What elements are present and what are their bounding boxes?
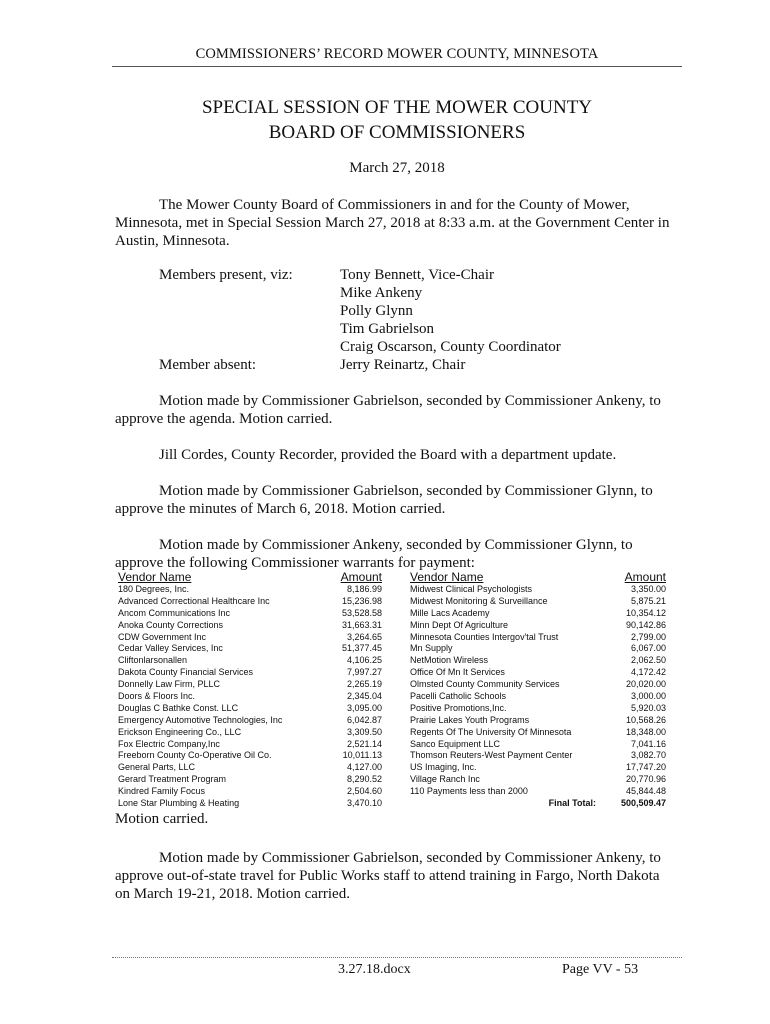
- warrants-carried: Motion carried.: [115, 811, 209, 827]
- final-total-label: Final Total:: [548, 798, 596, 809]
- vendor-name: Emergency Automotive Technologies, Inc: [118, 714, 283, 725]
- warrants-header: [118, 570, 382, 584]
- vendor-amount: 2,504.60: [346, 786, 382, 797]
- warrant-row: [118, 786, 382, 798]
- warrant-row: [118, 739, 382, 751]
- warrant-row: [410, 679, 666, 691]
- vendor-amount: 3,309.50: [346, 726, 382, 737]
- vendor-name: Regents Of The University Of Minnesota: [410, 726, 572, 737]
- warrant-row: [118, 667, 382, 679]
- vendor-amount: 20,020.00: [625, 679, 666, 690]
- vendor-name: Douglas C Bathke Const. LLC: [118, 702, 239, 713]
- vendor-amount: 3,470.10: [346, 798, 382, 809]
- final-total-row: [410, 798, 666, 810]
- vendor-amount: 3,350.00: [630, 584, 666, 594]
- vendor-name: Ancom Communications Inc: [118, 607, 231, 618]
- warrant-row: [118, 679, 382, 691]
- document-title: [112, 95, 682, 145]
- vendor-amount: 53,528.58: [341, 607, 382, 618]
- recorder-update: Jill Cordes, County Recorder, provided the Board with a department update.: [159, 447, 617, 463]
- footer-rule: [112, 957, 682, 958]
- title-line-1: SPECIAL SESSION OF THE MOWER COUNTY: [201, 97, 593, 118]
- vendor-name-header: Vendor Name: [410, 570, 484, 584]
- vendor-amount: 8,186.99: [346, 584, 382, 594]
- vendor-amount: 3,095.00: [346, 702, 382, 713]
- member-absent-label: Member absent:: [159, 357, 257, 373]
- vendor-name: Thomson Reuters-West Payment Center: [410, 750, 573, 761]
- warrant-row: [410, 584, 666, 596]
- vendor-amount: 2,062.50: [630, 655, 666, 666]
- warrant-row: [410, 703, 666, 715]
- vendor-amount: 8,290.52: [346, 774, 382, 785]
- warrant-row: [410, 691, 666, 703]
- warrant-row: [410, 620, 666, 632]
- vendor-name-header: Vendor Name: [118, 570, 192, 584]
- warrant-row: [410, 643, 666, 655]
- member-name: Craig Oscarson, County Coordinator: [340, 339, 561, 355]
- vendor-name: Office Of Mn It Services: [410, 667, 505, 678]
- warrant-row: [118, 691, 382, 703]
- vendor-amount: 6,067.00: [630, 643, 666, 654]
- vendor-amount: 31,663.31: [341, 619, 382, 630]
- warrant-row: [410, 655, 666, 667]
- member-name: Tony Bennett, Vice-Chair: [340, 267, 494, 283]
- member-name: Tim Gabrielson: [340, 321, 435, 337]
- vendor-name: Sanco Equipment LLC: [410, 738, 501, 749]
- vendor-name: Anoka County Corrections: [118, 619, 224, 630]
- vendor-amount: 3,264.65: [346, 631, 382, 642]
- warrant-row: [118, 632, 382, 644]
- warrant-row: [410, 774, 666, 786]
- final-total-amount: 500,509.47: [620, 798, 666, 809]
- travel-motion: Motion made by Commissioner Gabrielson, seconded by Commissioner Ankeny, to approve out-of-state travel for Public Works staff to attend training in Fargo, North Dakota on March 19-21, 2018. Motion carried.: [115, 850, 661, 902]
- vendor-amount: 3,000.00: [630, 691, 666, 702]
- vendor-name: Midwest Monitoring & Surveillance: [410, 595, 548, 606]
- vendor-amount: 10,011.13: [342, 750, 382, 761]
- warrant-row: [118, 762, 382, 774]
- member-name: Mike Ankeny: [340, 285, 423, 301]
- running-header: COMMISSIONERS’ RECORD MOWER COUNTY, MINNESOTA: [195, 46, 599, 62]
- warrant-row: [118, 750, 382, 762]
- warrant-row: [118, 655, 382, 667]
- warrant-row: [118, 584, 382, 596]
- header-rule: [112, 66, 682, 67]
- vendor-name: Advanced Correctional Healthcare Inc: [118, 595, 270, 606]
- warrant-row: [410, 727, 666, 739]
- vendor-name: Donnelly Law Firm, PLLC: [118, 679, 221, 690]
- vendor-name: Fox Electric Company,Inc: [118, 738, 220, 749]
- vendor-name: Kindred Family Focus: [118, 786, 206, 797]
- footer-filename: 3.27.18.docx: [338, 962, 411, 977]
- warrants-column-left: [118, 570, 382, 810]
- vendor-amount: 10,568.26: [625, 714, 666, 725]
- title-line-2: BOARD OF COMMISSIONERS: [268, 122, 526, 143]
- vendor-name: Gerard Treatment Program: [118, 774, 227, 785]
- intro-paragraph: The Mower County Board of Commissioners in and for the County of Mower, Minnesota, met in Special Session March 27, 2018 at 8:33 a.m. at the Government Center in Austin, Minnesota.: [115, 197, 670, 249]
- warrant-row: [118, 798, 382, 810]
- vendor-name: Cliftonlarsonallen: [118, 655, 188, 666]
- vendor-amount: 6,042.87: [346, 714, 382, 725]
- vendor-amount: 7,997.27: [346, 667, 382, 678]
- warrant-row: [118, 620, 382, 632]
- warrant-row: [410, 608, 666, 620]
- warrant-row: [118, 643, 382, 655]
- vendor-amount: 4,127.00: [346, 762, 382, 773]
- member-absent-name: Jerry Reinartz, Chair: [340, 357, 466, 373]
- vendor-name: Minnesota Counties Intergov'tal Trust: [410, 631, 559, 642]
- vendor-amount: 20,770.96: [625, 774, 666, 785]
- vendor-name: Freeborn County Co-Operative Oil Co.: [118, 750, 272, 761]
- vendor-name: Mn Supply: [410, 643, 453, 654]
- vendor-name: NetMotion Wireless: [410, 655, 489, 666]
- warrant-row: [118, 596, 382, 608]
- minutes-motion: Motion made by Commissioner Gabrielson, seconded by Commissioner Glynn, to approve the minutes of March 6, 2018. Motion carried.: [115, 483, 653, 517]
- warrant-row: [118, 608, 382, 620]
- vendor-amount: 10,354.12: [625, 607, 666, 618]
- vendor-amount: 2,521.14: [346, 738, 382, 749]
- vendor-amount: 45,844.48: [625, 786, 666, 797]
- warrant-row: [410, 667, 666, 679]
- warrant-row: [410, 750, 666, 762]
- vendor-name: Erickson Engineering Co., LLC: [118, 726, 242, 737]
- vendor-name: CDW Government Inc: [118, 631, 207, 642]
- vendor-name: Lone Star Plumbing & Heating: [118, 798, 240, 809]
- warrant-row: [410, 632, 666, 644]
- warrant-row: [118, 774, 382, 786]
- warrant-row: [118, 727, 382, 739]
- member-name: Polly Glynn: [340, 303, 413, 319]
- warrant-row: [410, 786, 666, 798]
- vendor-name: Olmsted County Community Services: [410, 679, 560, 690]
- warrant-row: [410, 596, 666, 608]
- vendor-name: Mille Lacs Academy: [410, 607, 490, 618]
- meeting-date: March 27, 2018: [349, 160, 445, 176]
- vendor-amount: 2,345.04: [346, 691, 382, 702]
- vendor-name: Minn Dept Of Agriculture: [410, 619, 509, 630]
- vendor-name: 110 Payments less than 2000: [410, 786, 528, 797]
- vendor-amount: 15,236.98: [341, 595, 382, 606]
- warrant-row: [118, 703, 382, 715]
- vendor-name: Prairie Lakes Youth Programs: [410, 714, 530, 725]
- vendor-name: Pacelli Catholic Schools: [410, 691, 507, 702]
- agenda-motion: Motion made by Commissioner Gabrielson, seconded by Commissioner Ankeny, to approve the agenda. Motion carried.: [115, 393, 661, 427]
- vendor-amount: 5,920.03: [630, 702, 666, 713]
- vendor-name: US Imaging, Inc.: [410, 762, 477, 773]
- vendor-amount: 4,172.42: [630, 667, 666, 678]
- vendor-name: Dakota County Financial Services: [118, 667, 254, 678]
- vendor-amount: 90,142.86: [625, 619, 666, 630]
- vendor-amount: 4,106.25: [346, 655, 382, 666]
- amount-header: Amount: [624, 570, 666, 584]
- amount-header: Amount: [340, 570, 382, 584]
- vendor-amount: 2,265.19: [346, 679, 382, 690]
- vendor-amount: 3,082.70: [630, 750, 666, 761]
- vendor-amount: 51,377.45: [341, 643, 382, 654]
- warrants-header: [410, 570, 666, 584]
- vendor-name: Village Ranch Inc: [410, 774, 480, 785]
- warrant-row: [118, 715, 382, 727]
- vendor-amount: 7,041.16: [630, 738, 666, 749]
- vendor-amount: 18,348.00: [625, 726, 666, 737]
- vendor-name: Cedar Valley Services, Inc: [118, 643, 223, 654]
- vendor-name: Midwest Clinical Psychologists: [410, 584, 533, 594]
- warrants-column-right: [410, 570, 666, 810]
- vendor-amount: 17,747.20: [625, 762, 666, 773]
- vendor-name: Doors & Floors Inc.: [118, 691, 196, 702]
- warrant-row: [410, 762, 666, 774]
- warrants-motion: Motion made by Commissioner Ankeny, seconded by Commissioner Glynn, to approve the following Commissioner warrants for payment:: [115, 537, 633, 571]
- vendor-amount: 2,799.00: [630, 631, 666, 642]
- vendor-name: 180 Degrees, Inc.: [118, 584, 190, 594]
- vendor-name: Positive Promotions,Inc.: [410, 702, 507, 713]
- warrant-row: [410, 739, 666, 751]
- warrant-row: [410, 715, 666, 727]
- footer-page-number: Page VV - 53: [562, 962, 639, 977]
- members-present-label: Members present, viz:: [159, 267, 293, 283]
- vendor-amount: 5,875.21: [630, 595, 666, 606]
- vendor-name: General Parts, LLC: [118, 762, 196, 773]
